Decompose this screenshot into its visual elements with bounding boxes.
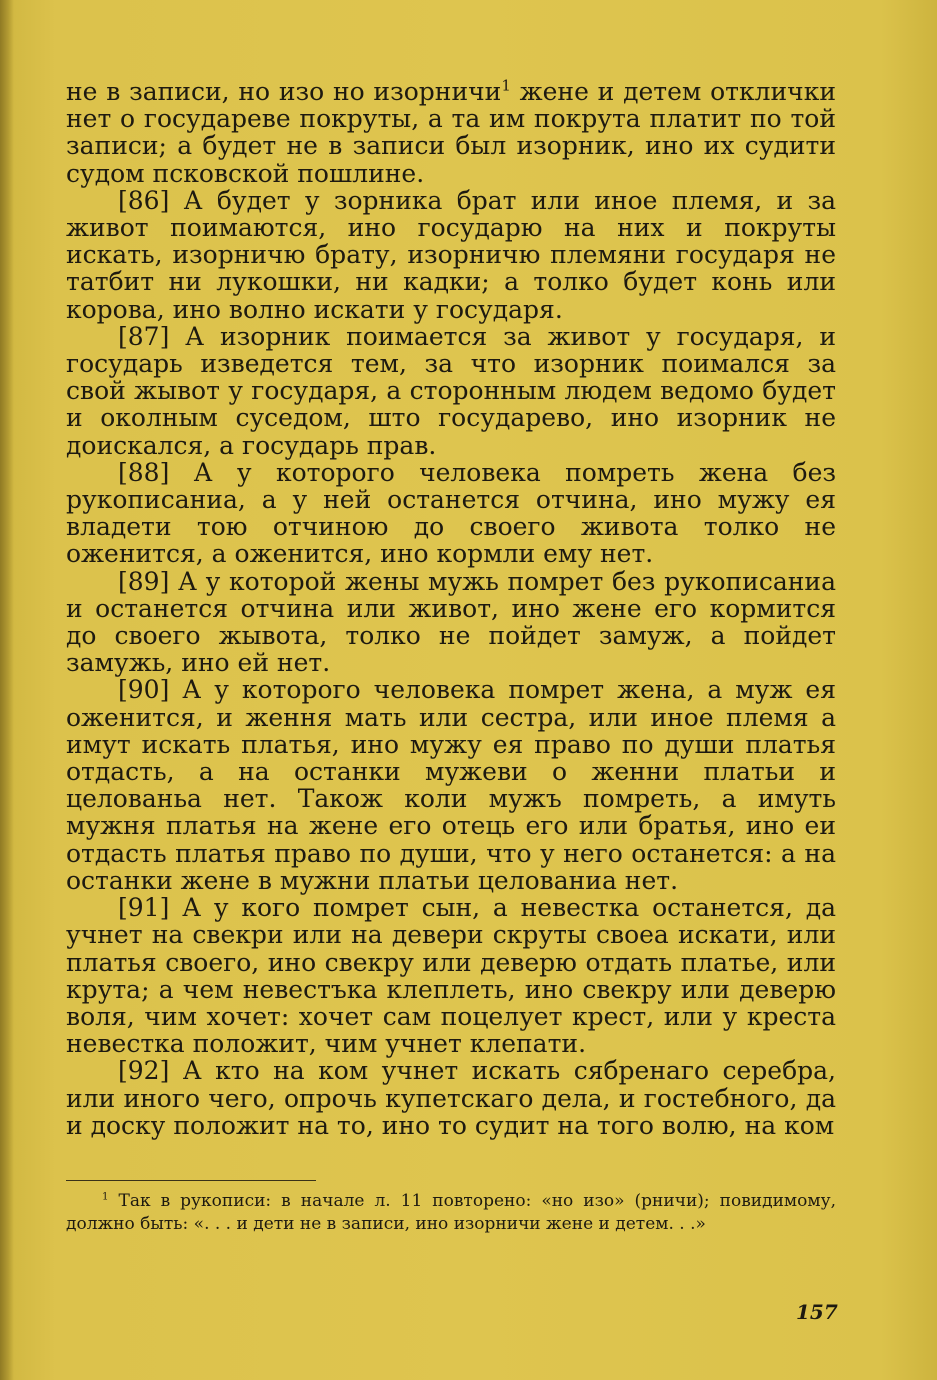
- article-92: [92] А кто на ком учнет искать сябренаго серебра, или иного чего, опрочь купетскаго дела, и гостебного, да и доску положит на то, ино то судит на того волю, на ком: [66, 1056, 836, 1140]
- footnote-divider: [66, 1180, 316, 1181]
- footnote-text-block: [66, 1190, 836, 1236]
- page-number: 157: [796, 1300, 838, 1324]
- intro-text-rest: жене и детем отклички нет о государеве покруты, а та им покрута платит по той записи; а будет не в записи был изорник, ино их судити судом псковской пошлине.: [66, 77, 836, 188]
- main-text: [66, 78, 836, 1139]
- page-spine-shadow: [0, 0, 14, 1380]
- article-88: [88] А у которого человека помреть жена без рукописаниа, а у ней останется отчина, ино мужу ея владети тою отчиною до своего живота толко не оженится, а оженится, ино кормли ему нет.: [66, 457, 836, 569]
- footnote-text: Так в рукописи: в начале л. 11 повторено: «но изо» (рничи); повидимому, должно быть: «. . . и дети не в записи, ино изорничи жене и детем. . .»: [66, 1191, 836, 1234]
- footnote-mark: 1: [102, 1191, 109, 1203]
- article-90: [90] А у которого человека помрет жена, а муж ея оженится, и ження мать или сестра, или иное племя а имут искать платья, ино мужу ея право по души платья отдасть, а на останки мужеви о женни платьи и целованьа нет. Також коли мужъ помреть, а имуть мужня платья на жене его отець его или братья, ино еи отдасть платья право по души, что у него останется: а на останки жене в мужни платьи целованиа нет.: [66, 675, 836, 895]
- intro-text: не в записи, но изо но изорничи: [66, 77, 502, 106]
- article-89: [89] А у которой жены мужь помрет без рукописаниа и останется отчина или живот, ино жене его кормится до своего жывота, толко не пойдет замуж, а пойдет замужь, ино ей нет.: [66, 566, 836, 678]
- article-91: [91] А у кого помрет сын, а невестка останется, да учнет на свекри или на девери скруты своеа искати, или платья своего, ино свекру или деверю отдать платье, или крута; а чем невестъка клеплеть, ино свекру или деверю воля, чим хочет: хочет сам поцелует крест, или у креста невестка положит, чим учнет клепати.: [66, 893, 836, 1059]
- footnote-reference: 1: [501, 76, 511, 95]
- footnote: [66, 1190, 836, 1236]
- article-87: [87] А изорник поимается за живот у государя, и государь изведется тем, за что изорник поимался за свой жывот у государя, а сторонным людем ведомо будет и околным суседом, што государево, ино изорник не доискался, а государь прав.: [66, 321, 836, 460]
- article-86: [86] А будет у зорника брат или иное племя, и за живот поимаются, ино государю на них и покруты искать, изорничю брату, изорничю племяни государя не татбит ни лукошки, ни кадки; а толко будет конь или корова, ино волно искати у государя.: [66, 185, 836, 324]
- intro-paragraph: [66, 78, 836, 187]
